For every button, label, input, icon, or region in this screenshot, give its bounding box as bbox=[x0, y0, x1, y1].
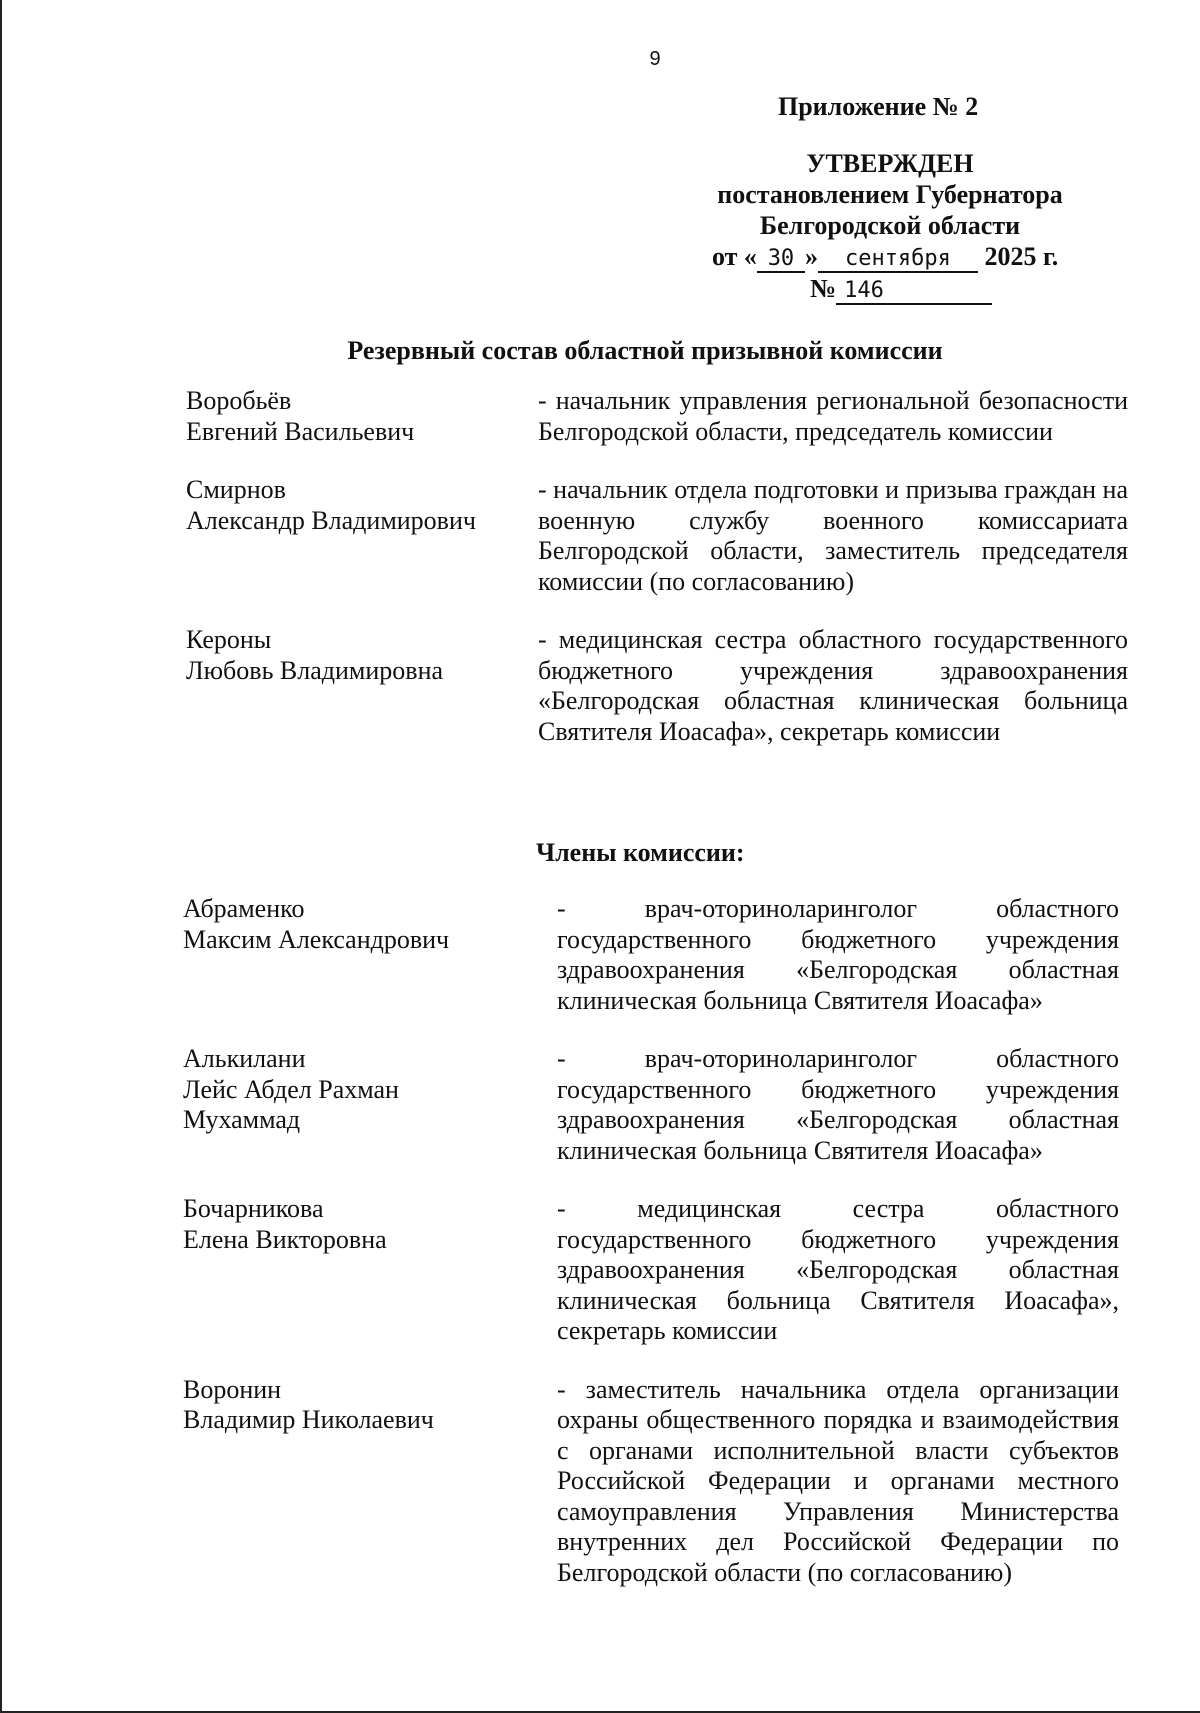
date-separator: » bbox=[804, 242, 818, 271]
person-position: - врач-оториноларинголог областного государственного бюджетного учреждения здравоохранения «Белгородская областная клиническая больница Святителя Иоасафа» bbox=[557, 1044, 1119, 1165]
person-name bbox=[183, 1194, 557, 1347]
members-list bbox=[183, 894, 1127, 1616]
person-position: - медицинская сестра областного государственного бюджетного учреждения здравоохранения «Белгородская областная клиническая больница Святителя Иоасафа», секретарь комиссии bbox=[538, 625, 1128, 746]
number-value: 146 bbox=[836, 279, 992, 305]
date-month: сентября bbox=[818, 247, 978, 273]
member-entry bbox=[183, 1375, 1127, 1589]
person-given-names: Елена Викторовна bbox=[183, 1224, 387, 1254]
person-surname: Алькилани bbox=[183, 1044, 306, 1073]
person-surname: Воробьёв bbox=[186, 386, 292, 415]
appendix-title: Приложение № 2 bbox=[778, 92, 979, 121]
person-surname: Смирнов bbox=[186, 475, 286, 504]
person-extra-name: Мухаммад bbox=[183, 1105, 301, 1134]
approval-status: УТВЕРЖДЕН bbox=[806, 149, 974, 178]
person-position: - начальник управления региональной безопасности Белгородской области, председатель комиссии bbox=[538, 386, 1128, 446]
person-given-names: Александр Владимирович bbox=[186, 505, 476, 535]
document-title: Резервный состав областной призывной комиссии bbox=[347, 336, 943, 365]
member-entry bbox=[183, 1194, 1127, 1347]
date-prefix: от « bbox=[712, 242, 757, 271]
person-name bbox=[183, 894, 557, 1016]
approval-number bbox=[660, 273, 1120, 305]
approval-block bbox=[660, 148, 1120, 305]
person-position: - врач-оториноларинголог областного государственного бюджетного учреждения здравоохранения «Белгородская областная клиническая больница Святителя Иоасафа» bbox=[557, 894, 1119, 1015]
member-entry bbox=[183, 1044, 1127, 1166]
leadership-list bbox=[186, 386, 1130, 775]
leadership-entry-secretary bbox=[186, 625, 1130, 747]
person-given-names: Максим Александрович bbox=[183, 924, 450, 954]
person-name bbox=[186, 625, 538, 747]
approval-date bbox=[660, 241, 1120, 273]
number-label: № bbox=[810, 274, 837, 303]
person-surname: Бочарникова bbox=[183, 1194, 324, 1223]
person-surname: Абраменко bbox=[183, 894, 305, 923]
person-name bbox=[183, 1375, 557, 1589]
approval-act: постановлением Губернатора bbox=[717, 180, 1063, 209]
scan-left-edge bbox=[0, 0, 2, 1713]
leadership-entry-deputy bbox=[186, 475, 1130, 597]
person-name bbox=[186, 475, 538, 597]
date-day: 30 bbox=[757, 247, 805, 273]
person-surname: Кероны bbox=[186, 625, 272, 654]
person-position: - заместитель начальника отдела организации охраны общественного порядка и взаимодействия с органами исполнительной власти субъектов Российской Федерации и органами местного самоуправления Управления Министерства внутренних дел Российской Федерации по Белгородской области (по согласованию) bbox=[557, 1374, 1119, 1587]
leadership-entry-chair bbox=[186, 386, 1130, 447]
person-name bbox=[186, 386, 538, 447]
member-entry bbox=[183, 894, 1127, 1016]
person-given-names: Любовь Владимировна bbox=[186, 655, 444, 685]
person-surname: Воронин bbox=[183, 1374, 282, 1404]
person-position: - медицинская сестра областного государственного бюджетного учреждения здравоохранения «Белгородская областная клиническая больница Святителя Иоасафа», секретарь комиссии bbox=[557, 1194, 1119, 1345]
members-heading: Члены комиссии: bbox=[536, 838, 745, 867]
approval-region: Белгородской области bbox=[759, 211, 1021, 240]
page-number: 9 bbox=[649, 48, 661, 70]
date-year: 2025 г. bbox=[984, 242, 1059, 271]
person-given-names: Лейс Абдел Рахман bbox=[183, 1074, 399, 1104]
person-position: - начальник отдела подготовки и призыва граждан на военную службу военного комиссариата Белгородской области, заместитель председателя комиссии (по согласованию) bbox=[538, 475, 1128, 596]
person-given-names: Владимир Николаевич bbox=[183, 1405, 434, 1434]
person-name bbox=[183, 1044, 557, 1166]
person-given-names: Евгений Васильевич bbox=[186, 416, 415, 446]
